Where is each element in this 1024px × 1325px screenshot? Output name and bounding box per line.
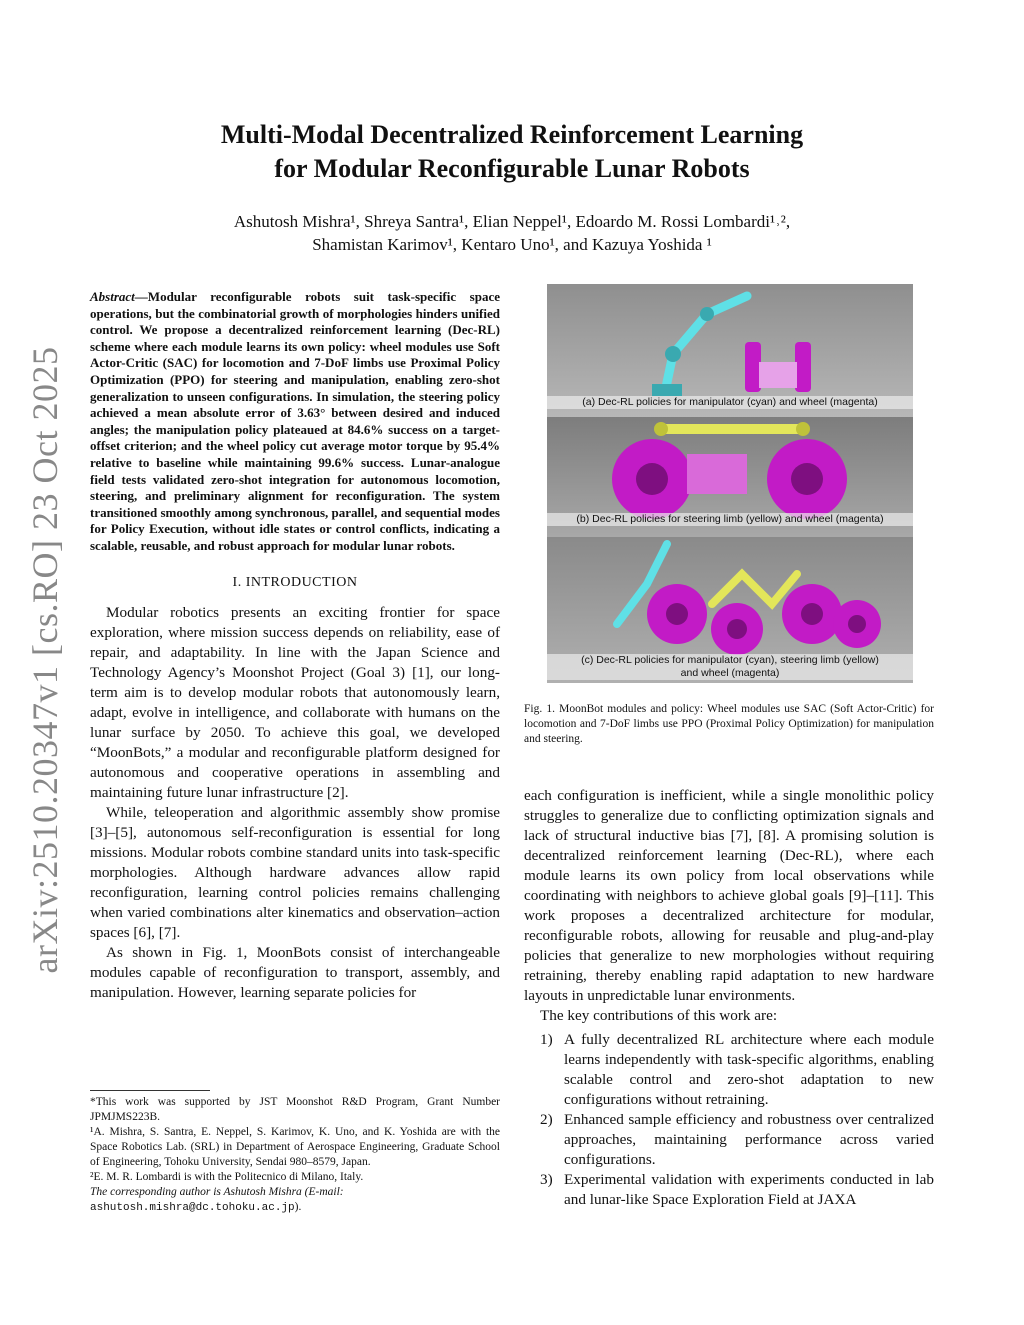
intro-paragraph-1: Modular robotics presents an exciting frontier for space exploration, where mission success depends on reliability, ease of repair, and adaptability. In line with the Japan Science and Technology Agency’s Moonshot Project (Goal 3) [1], our long-term aim is to develop modular robots that autonomously learn, adapt, evolve in intelligence, and collaborate with humans on the lunar surface by 2050. To achieve this goal, we developed “MoonBots,” a modular and reconfigurable platform designed for autonomous and cooperative operations in assembling and maintaining future lunar infrastructure [2].: [90, 603, 500, 801]
abstract: [90, 289, 500, 555]
list-item-text: A fully decentralized RL architecture where each module learns independently with task-specific algorithms, enabling scalable control and zero-shot adaptation to new configurations without retraining.: [564, 1031, 934, 1108]
footnote-affiliation-2: ²E. M. R. Lombardi is with the Politecnico di Milano, Italy.: [90, 1171, 364, 1183]
arxiv-id: arXiv:2510.20347v1 [cs.RO] 23 Oct 2025: [25, 346, 65, 974]
panel-a-base: [652, 384, 682, 396]
figure-caption: Fig. 1. MoonBot modules and policy: Wheel modules use SAC (Soft Actor-Critic) for locomotion and 7-DoF limbs use PPO (Proximal Policy Optimization) for manipulation and steering.: [524, 703, 934, 745]
footnote-email-line: [90, 1200, 500, 1216]
intro-paragraph-2: While, teleoperation and algorithmic assembly show promise [3]–[5], autonomous self-reconfiguration is essential for long missions. Modular robots combine standard units into task-specific morphologies. Although hardware advances allow rapid reconfiguration, learning control policies remains challenging when varied combinations alter kinematics and observation–action spaces [6], [7].: [90, 803, 500, 941]
authors-line-2: Shamistan Karimov¹, Kentaro Uno¹, and Kazuya Yoshida ¹: [312, 235, 712, 254]
footnote-corresponding-text: The corresponding author is Ashutosh Mishra (E-mail:: [90, 1186, 344, 1198]
list-item-text: Experimental validation with experiments conducted in lab and lunar-like Space Exploration Field at JAXA: [564, 1171, 934, 1208]
panel-c-caption-line-1: (c) Dec-RL policies for manipulator (cyan), steering limb (yellow): [581, 654, 879, 666]
intro-paragraph-3: As shown in Fig. 1, MoonBots consist of interchangeable modules capable of reconfiguration to transport, assembly, and manipulation. However, learning separate policies for: [90, 943, 500, 1001]
title-line-1: Multi-Modal Decentralized Reinforcement Learning: [220, 120, 804, 149]
abstract-label: Abstract: [90, 289, 135, 304]
abstract-text: —Modular reconfigurable robots suit task-specific space operations, but the combinatorial growth of morphologies hinders unified control. We propose a decentralized reinforcement learning (Dec-RL) scheme where each module learns its own policy: wheel modules use Soft Actor-Critic (SAC) for locomotion and 7-DoF limbs use Proximal Policy Optimization (PPO) for steering and manipulation, enabling zero-shot generalization to unseen configurations. In simulation, the steering policy achieved a mean absolute error of 3.63° between desired and induced angles; the manipulation policy plateaued at 84.6% success on a target-offset criterion; and the wheel policy cut average motor torque by 95.4% relative to baseline while maintaining 99.6% success. Lunar-analogue field tests validated zero-shot integration for autonomous locomotion, steering, and preliminary alignment for reconfiguration. The system transitioned smoothly among synchronous, parallel, and sequential modes for Policy Execution, without idle states or control conflicts, indicating a scalable, reusable, and robust approach for modular lunar robots.: [90, 289, 500, 553]
arxiv-sidebar: [20, 340, 70, 980]
footnotes: [90, 1090, 500, 1216]
list-item-number: 2): [540, 1111, 553, 1128]
footnote-rule: [90, 1090, 210, 1091]
panel-a-joint: [700, 307, 714, 321]
list-item: [524, 1110, 934, 1170]
left-column: [90, 289, 500, 1003]
right-paragraph-1: each configuration is inefficient, while a single monolithic policy struggles to generalize due to conflicting optimization signals and lack of structural inductive bias [7], [8]. A promising solution is decentralized reinforcement learning (Dec-RL), where each module learns its own policy from local observations while coordinating with neighbors to achieve global goals [9]–[11]. This work proposes a decentralized architecture for modular, reconfigurable robots, allowing for reusable and plug-and-play policies that generalize to new morphologies without requiring retraining, thereby enabling rapid adaptation to new hardware layouts in unpredictable lunar environments.: [524, 787, 934, 1004]
title-line-2: for Modular Reconfigurable Lunar Robots: [274, 154, 750, 183]
panel-a-caption: (a) Dec-RL policies for manipulator (cyan) and wheel (magenta): [547, 396, 913, 409]
contributions-intro: The key contributions of this work are:: [540, 1007, 778, 1024]
list-item-number: 3): [540, 1171, 553, 1188]
footnote-affiliation-1: ¹A. Mishra, S. Santra, E. Neppel, S. Karimov, K. Uno, and K. Yoshida are with the Space Robotics Lab. (SRL) in Department of Aerospace Engineering, Graduate School of Engineering, Tohoku University, Sendai 980–8579, Japan.: [90, 1126, 500, 1168]
figure-1: [547, 284, 913, 683]
list-item-text: Enhanced sample efficiency and robustness over centralized approaches, maintaining performance across varied configurations.: [564, 1111, 934, 1168]
authors-line-1: Ashutosh Mishra¹, Shreya Santra¹, Elian Neppel¹, Edoardo M. Rossi Lombardi¹˒²,: [233, 212, 791, 231]
panel-b-caption: (b) Dec-RL policies for steering limb (yellow) and wheel (magenta): [547, 513, 913, 526]
list-item-number: 1): [540, 1031, 553, 1048]
list-item: [524, 1170, 934, 1210]
paper-title: [150, 118, 874, 186]
contributions-list: [524, 1030, 934, 1210]
panel-c-caption: [547, 654, 913, 680]
section-heading-introduction: I. INTRODUCTION: [232, 574, 358, 590]
author-list: [150, 210, 874, 256]
panel-c-caption-line-2: and wheel (magenta): [680, 667, 780, 679]
figure-illustration: [547, 284, 913, 683]
list-item: [524, 1030, 934, 1110]
footnote-funding: *This work was supported by JST Moonshot R&D Program, Grant Number JPMJMS223B.: [90, 1096, 500, 1123]
panel-b-steering-limb: [654, 422, 810, 436]
email-link[interactable]: ashutosh.mishra@dc.tohoku.ac.jp: [90, 1202, 295, 1214]
panel-a-joint: [665, 346, 681, 362]
right-column: [524, 786, 934, 1210]
email-tail: ).: [294, 1201, 302, 1213]
footnote-corresponding: [90, 1185, 500, 1200]
